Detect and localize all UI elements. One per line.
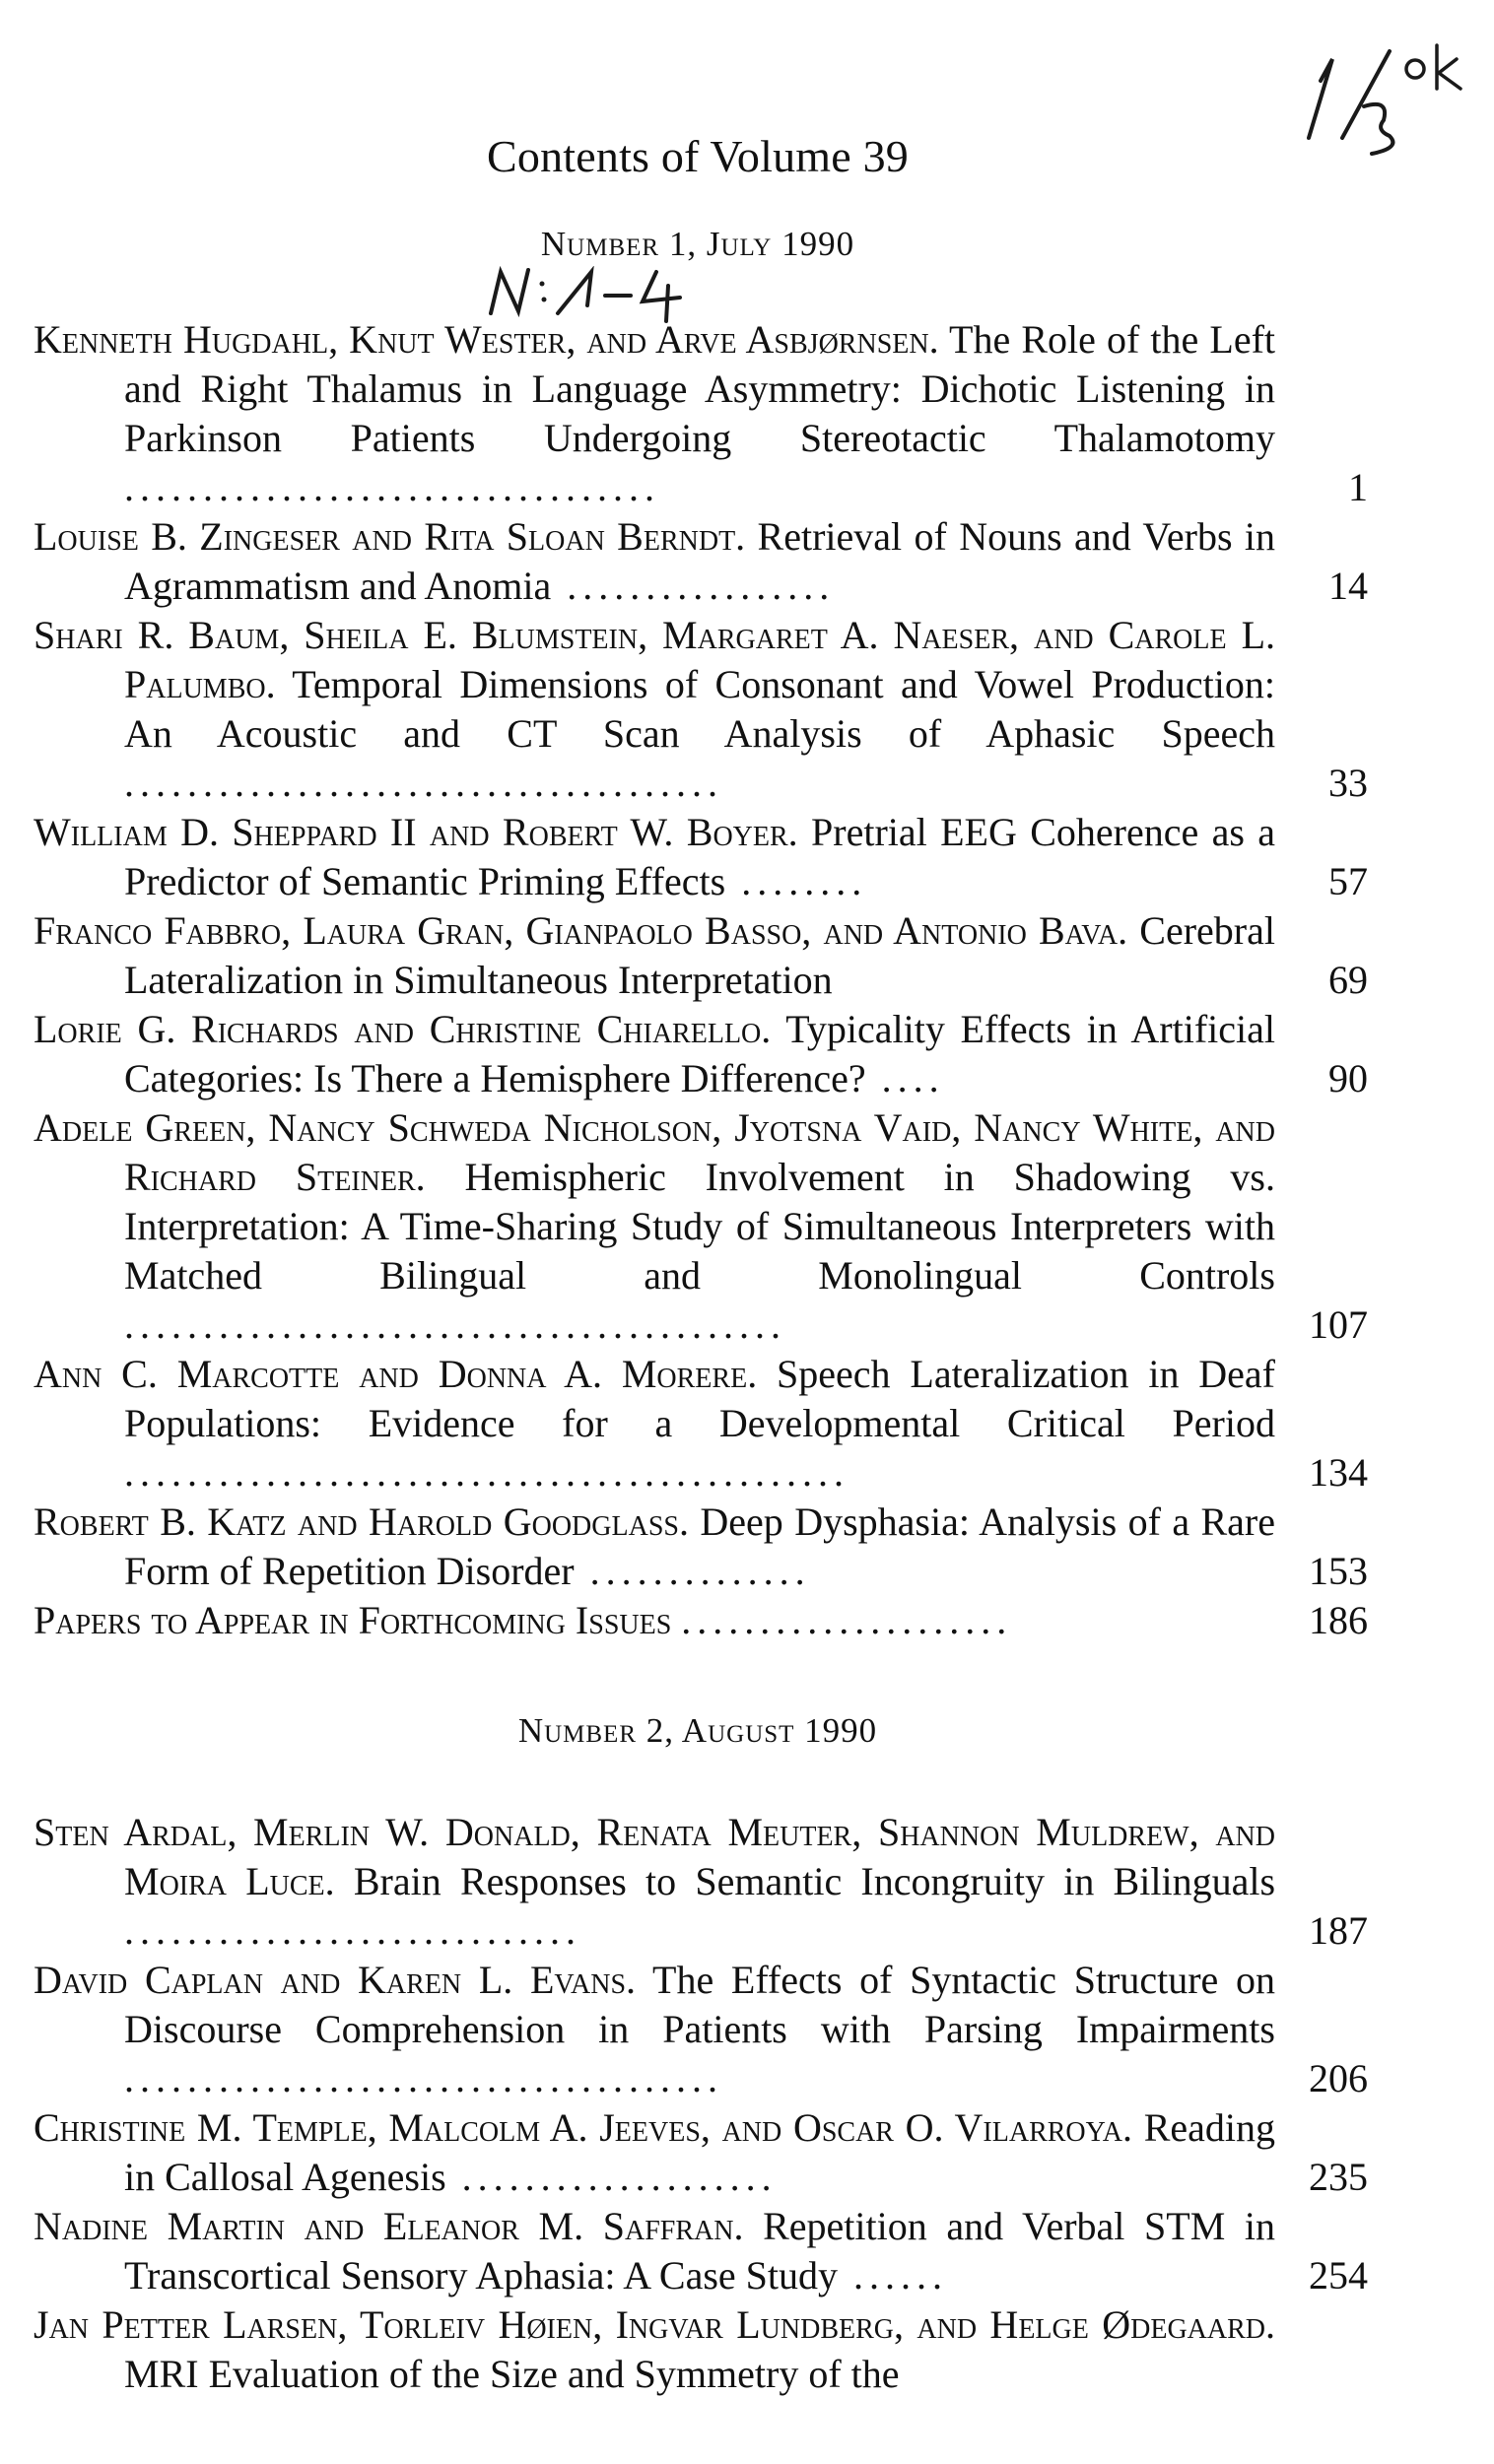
dot-leader: ..........................................: [124, 1302, 786, 1347]
entry-title: The Effects of Syntactic Structure on Discourse Comprehension in Patients with Parsing Impairments: [124, 1958, 1275, 2051]
entry-title: Temporal Dimensions of Consonant and Vowel Production: An Acoustic and CT Scan Analysis of Aphasic Speech: [124, 662, 1275, 756]
entry-authors: Louise B. Zingeser and Rita Sloan Berndt.: [34, 514, 746, 559]
entry-page-number: 14: [1328, 564, 1368, 608]
entry-authors: Nadine Martin and Eleanor M. Saffran.: [34, 2204, 744, 2248]
entry-authors: Kenneth Hugdahl, Knut Wester, and Arve Asbjørnsen.: [34, 317, 939, 362]
entry-page-number: 1: [1348, 465, 1368, 509]
entry-title: Repetition and Verbal STM in Transcortical Sensory Aphasia: A Case Study: [124, 2204, 1275, 2298]
entry-page-number: 186: [1309, 1598, 1368, 1642]
entry-authors: Ann C. Marcotte and Donna A. Morere.: [34, 1352, 758, 1396]
toc-list-issue-2: [34, 1808, 1374, 2399]
entry-authors: David Caplan and Karen L. Evans.: [34, 1958, 637, 2002]
entry-page-number: 107: [1309, 1302, 1368, 1347]
entry-page-number: 57: [1328, 859, 1368, 903]
dot-leader: ......................................: [124, 2056, 723, 2100]
issue-heading-2: Number 2, August 1990: [517, 1711, 878, 1750]
entry-authors: Robert B. Katz and Harold Goodglass.: [34, 1499, 689, 1544]
toc-list-issue-1: [34, 315, 1374, 1645]
entry-page-number: 153: [1309, 1549, 1368, 1593]
toc-entry: [34, 1808, 1374, 1956]
entry-authors: Jan Petter Larsen, Torleiv Høien, Ingvar Lundberg, and Helge Ødegaard.: [34, 2302, 1275, 2347]
entry-authors: Shari R. Baum, Sheila E. Blumstein, Margaret A. Naeser, and Carole L. Palumbo.: [34, 613, 1275, 706]
toc-entry: [34, 1498, 1374, 1596]
entry-page-number: 134: [1309, 1450, 1368, 1495]
toc-entry: [34, 2300, 1374, 2399]
dot-leader: ..............................................: [124, 1450, 849, 1495]
dot-leader: ..............: [574, 1549, 811, 1593]
page-title: Contents of Volume 39: [486, 131, 909, 181]
entry-page-number: 235: [1309, 2155, 1368, 2199]
dot-leader: ....................: [445, 2155, 778, 2199]
toc-entry: [34, 1005, 1374, 1103]
entry-title: MRI Evaluation of the Size and Symmetry of the: [124, 2352, 900, 2396]
toc-entry: [34, 808, 1374, 906]
toc-entry: [34, 315, 1374, 512]
entry-page-number: 254: [1309, 2253, 1368, 2298]
entry-authors: Adele Green, Nancy Schweda Nicholson, Jyotsna Vaid, Nancy White, and Richard Steiner.: [34, 1105, 1275, 1199]
entry-title: Pretrial EEG Coherence as a Predictor of Semantic Priming Effects: [124, 810, 1275, 903]
entry-title: Retrieval of Nouns and Verbs in Agrammatism and Anomia: [124, 514, 1275, 608]
toc-entry: [34, 1103, 1374, 1350]
dot-leader: ........: [725, 859, 868, 903]
entry-authors: Sten Ardal, Merlin W. Donald, Renata Meuter, Shannon Muldrew, and Moira Luce.: [34, 1810, 1275, 1903]
dot-leader: ..................................: [124, 465, 660, 509]
toc-entry: [34, 1350, 1374, 1498]
entry-title: Cerebral Lateralization in Simultaneous Interpretation: [124, 908, 1275, 1002]
entry-title: Brain Responses to Semantic Incongruity in Bilinguals: [353, 1859, 1275, 1903]
entry-page-number: 33: [1328, 761, 1368, 805]
entry-title: Deep Dysphasia: Analysis of a Rare Form of Repetition Disorder: [124, 1499, 1275, 1593]
toc-entry: [34, 611, 1374, 808]
entry-authors: Franco Fabbro, Laura Gran, Gianpaolo Basso, and Antonio Bava.: [34, 908, 1128, 953]
entry-title: Hemispheric Involvement in Shadowing vs. Interpretation: A Time-Sharing Study of Simultaneous Interpreters with Matched Bilingual and Monolingual Controls: [124, 1155, 1275, 1298]
entry-page-number: 69: [1328, 958, 1368, 1002]
entry-title: Reading in Callosal Agenesis: [124, 2105, 1275, 2199]
toc-entry: [34, 512, 1374, 611]
entry-page-number: 206: [1309, 2056, 1368, 2100]
entry-authors: Christine M. Temple, Malcolm A. Jeeves, and Oscar O. Vilarroya.: [34, 2105, 1132, 2150]
entry-page-number: 90: [1328, 1056, 1368, 1100]
toc-entry: [34, 1956, 1374, 2103]
dot-leader: ......: [838, 2253, 949, 2298]
entry-title: Typicality Effects in Artificial Categories: Is There a Hemisphere Difference?: [124, 1007, 1275, 1100]
entry-authors: Lorie G. Richards and Christine Chiarello.: [34, 1007, 772, 1051]
toc-entry: [34, 2202, 1374, 2300]
toc-entry: [34, 906, 1374, 1005]
entry-authors: Papers to Appear in Forthcoming Issues: [34, 1598, 672, 1642]
toc-entry: [34, 2103, 1374, 2202]
dot-leader: ......................................: [124, 761, 723, 805]
dot-leader: ....: [865, 1056, 945, 1100]
entry-page-number: 187: [1309, 1908, 1368, 1953]
entry-title: The Role of the Left and Right Thalamus in Language Asymmetry: Dichotic Listening in Parkinson Patients Undergoing Stereotactic Thalamotomy: [124, 317, 1275, 460]
dot-leader: .................: [551, 564, 836, 608]
entry-title: Speech Lateralization in Deaf Populations: Evidence for a Developmental Critical Period: [124, 1352, 1275, 1445]
dot-leader: .............................: [124, 1908, 581, 1953]
issue-heading-1: Number 1, July 1990: [540, 225, 855, 263]
toc-entry: [34, 1596, 1374, 1645]
entry-authors: William D. Sheppard II and Robert W. Boyer.: [34, 810, 798, 854]
dot-leader: .....................: [681, 1598, 1013, 1642]
